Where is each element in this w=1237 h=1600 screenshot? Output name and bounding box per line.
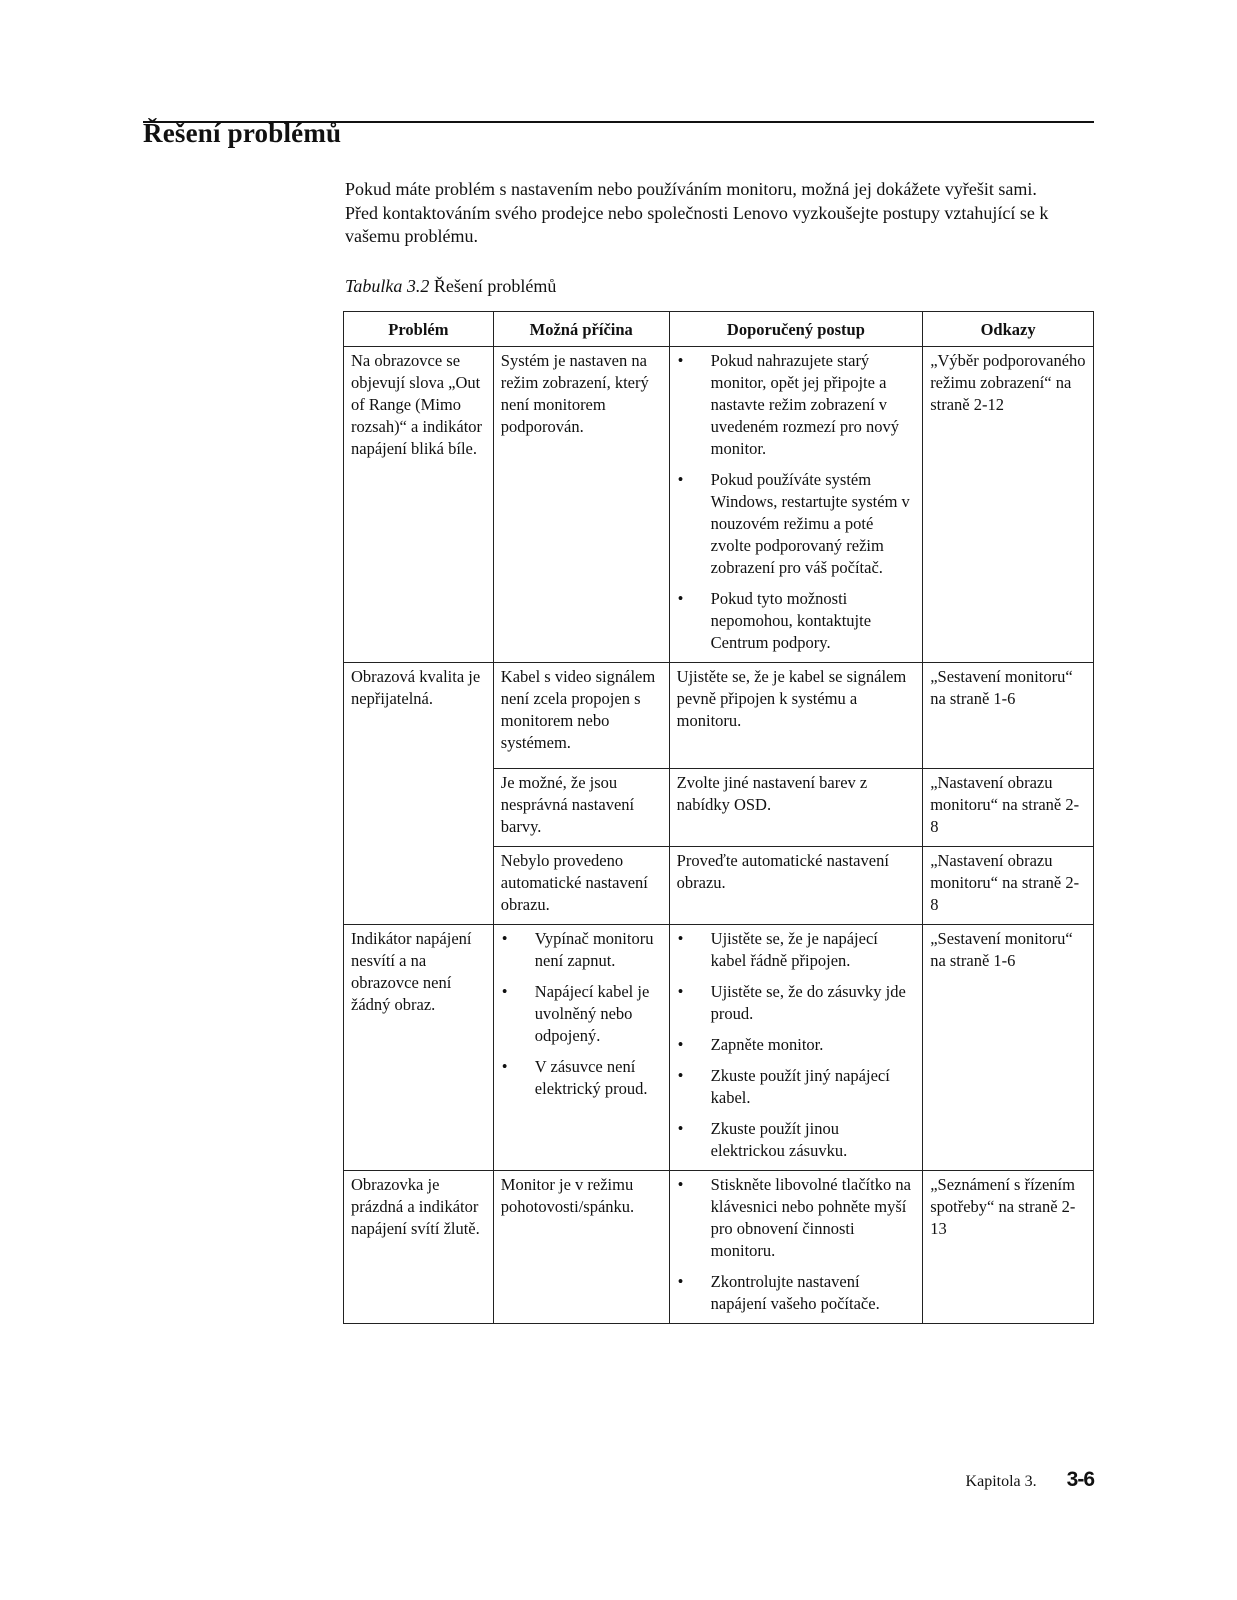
action-item: • Pokud tyto možnosti nepomohou, kontaktujte Centrum podpory. — [677, 588, 917, 654]
cause-item: • Vypínač monitoru není zapnut. — [501, 928, 663, 972]
table-caption — [345, 276, 556, 297]
cause-item: • V zásuvce není elektrický proud. — [501, 1056, 663, 1100]
page-number: 3-6 — [1066, 1468, 1094, 1491]
table-header-row — [344, 312, 1094, 347]
cause-cell: Nebylo provedeno automatické nastavení obrazu. — [493, 847, 669, 925]
action-list — [677, 1174, 917, 1315]
action-item: • Zkuste použít jinou elektrickou zásuvku. — [677, 1118, 917, 1162]
cause-cell: Kabel s video signálem není zcela propojen s monitorem nebo systémem. — [493, 663, 669, 769]
problem-cell: Indikátor napájení nesvítí a na obrazovce není žádný obraz. — [344, 925, 494, 1171]
reference-cell: „Nastavení obrazu monitoru“ na straně 2-8 — [923, 769, 1094, 847]
table-row — [344, 925, 1094, 1171]
table-caption-title: Řešení problémů — [433, 276, 557, 296]
cause-cell: Systém je nastaven na režim zobrazení, který není monitorem podporován. — [493, 347, 669, 663]
action-cell — [669, 925, 923, 1171]
problem-cell: Obrazová kvalita je nepřijatelná. — [344, 663, 494, 925]
reference-cell: „Nastavení obrazu monitoru“ na straně 2-8 — [923, 847, 1094, 925]
troubleshooting-table — [343, 311, 1094, 1324]
header-action: Doporučený postup — [669, 312, 923, 347]
reference-cell: „Výběr podporovaného režimu zobrazení“ na straně 2-12 — [923, 347, 1094, 663]
reference-cell: „Sestavení monitoru“ na straně 1-6 — [923, 663, 1094, 769]
header-references: Odkazy — [923, 312, 1094, 347]
action-item: • Ujistěte se, že do zásuvky jde proud. — [677, 981, 917, 1025]
action-item: • Pokud používáte systém Windows, restartujte systém v nouzovém režimu a poté zvolte podporovaný režim zobrazení pro váš počítač. — [677, 469, 917, 579]
table-row — [344, 1171, 1094, 1324]
action-item: • Zkontrolujte nastavení napájení vašeho počítače. — [677, 1271, 917, 1315]
action-cell — [669, 347, 923, 663]
header-cause: Možná příčina — [493, 312, 669, 347]
action-list — [677, 928, 917, 1162]
page-title: Řešení problémů — [143, 118, 342, 148]
reference-cell: „Seznámení s řízením spotřeby“ na straně 2-13 — [923, 1171, 1094, 1324]
action-list — [677, 350, 917, 654]
action-item: • Zapněte monitor. — [677, 1034, 917, 1056]
action-cell: Proveďte automatické nastavení obrazu. — [669, 847, 923, 925]
chapter-label: Kapitola 3. — [965, 1473, 1037, 1490]
header-problem: Problém — [344, 312, 494, 347]
intro-paragraph: Pokud máte problém s nastavením nebo používáním monitoru, možná jej dokážete vyřešit sami. Před kontaktováním svého prodejce nebo společnosti Lenovo vyzkoušejte postupy vztahující se k vašemu problému. — [345, 179, 1049, 246]
cause-item: • Napájecí kabel je uvolněný nebo odpojený. — [501, 981, 663, 1047]
action-cell: Zvolte jiné nastavení barev z nabídky OSD. — [669, 769, 923, 847]
table-row — [344, 347, 1094, 663]
cause-cell: Je možné, že jsou nesprávná nastavení barvy. — [493, 769, 669, 847]
action-cell — [669, 1171, 923, 1324]
cause-cell: Monitor je v režimu pohotovosti/spánku. — [493, 1171, 669, 1324]
table-row — [344, 663, 1094, 769]
action-cell: Ujistěte se, že je kabel se signálem pevně připojen k systému a monitoru. — [669, 663, 923, 769]
action-item: • Zkuste použít jiný napájecí kabel. — [677, 1065, 917, 1109]
action-item: • Stiskněte libovolné tlačítko na klávesnici nebo pohněte myší pro obnovení činnosti monitoru. — [677, 1174, 917, 1262]
problem-cell: Obrazovka je prázdná a indikátor napájení svítí žlutě. — [344, 1171, 494, 1324]
action-item: • Ujistěte se, že je napájecí kabel řádně připojen. — [677, 928, 917, 972]
reference-cell: „Sestavení monitoru“ na straně 1-6 — [923, 925, 1094, 1171]
table-caption-label: Tabulka 3.2 — [345, 276, 430, 296]
cause-list — [501, 928, 663, 1100]
cause-cell — [493, 925, 669, 1171]
page-footer — [966, 1468, 1094, 1492]
problem-cell: Na obrazovce se objevují slova „Out of Range (Mimo rozsah)“ a indikátor napájení bliká bíle. — [344, 347, 494, 663]
action-item: • Pokud nahrazujete starý monitor, opět jej připojte a nastavte režim zobrazení v uvedeném rozmezí pro nový monitor. — [677, 350, 917, 460]
